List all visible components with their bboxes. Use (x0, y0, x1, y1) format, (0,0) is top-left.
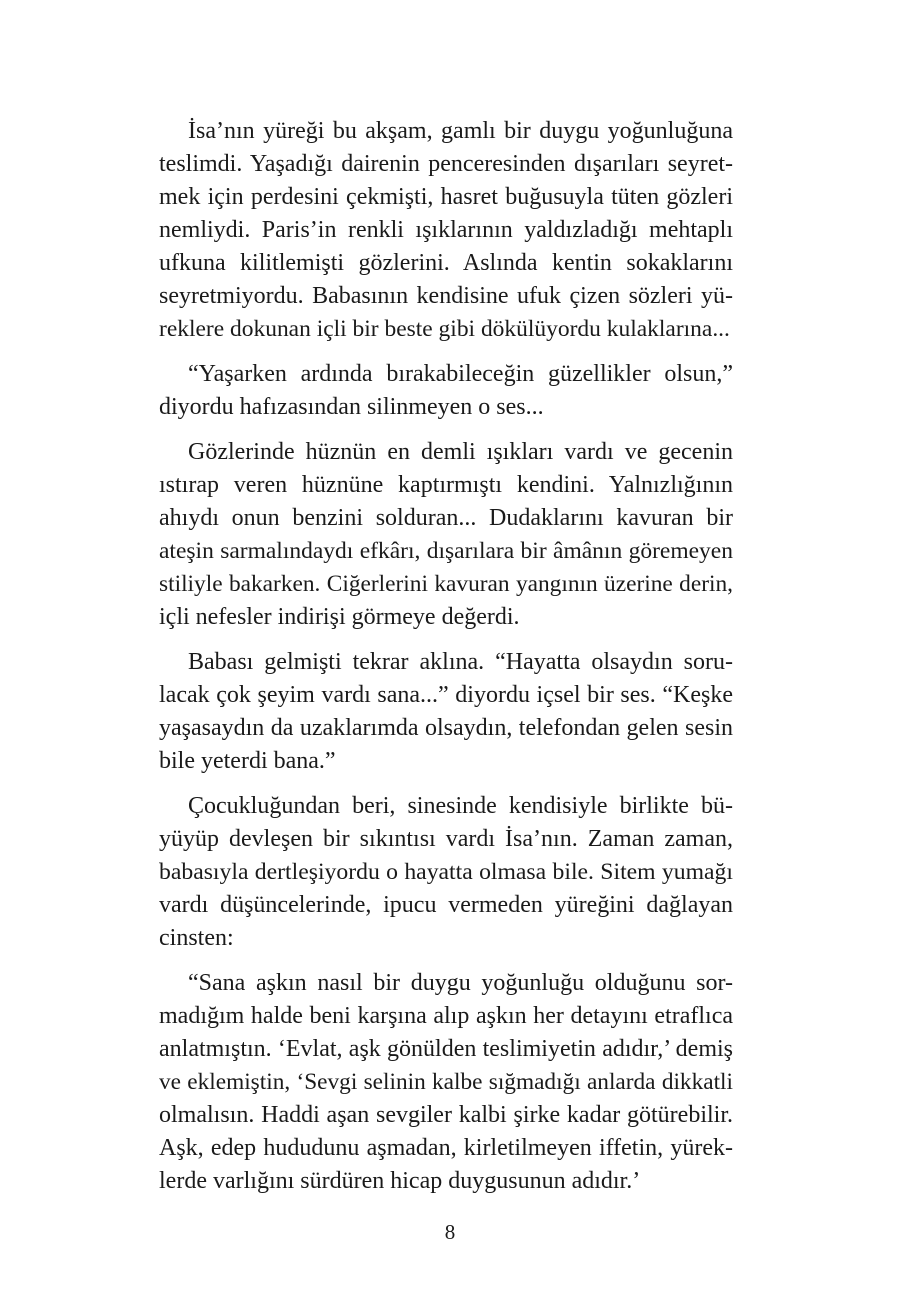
text-line: bile yeterdi bana.” (159, 748, 336, 774)
text-line: ve eklemiştin, ‘Sevgi selinin kalbe sığmadığı anlarda dikkatli (159, 1069, 733, 1095)
text-line: ahıydı onun benzini solduran... Dudaklarını kavuran bir (159, 505, 733, 531)
text-line: ufkuna kilitlemişti gözlerini. Aslında kentin sokaklarını (159, 250, 733, 276)
text-line: nemliydi. Paris’in renkli ışıklarının yaldızladığı mehtaplı (159, 217, 733, 243)
text-line: “Yaşarken ardında bırakabileceğin güzellikler olsun,” (188, 361, 733, 387)
text-line: anlatmıştın. ‘Evlat, aşk gönülden teslimiyetin adıdır,’ demiş (159, 1036, 733, 1062)
text-line: teslimdi. Yaşadığı dairenin penceresinden dışarıları seyret- (159, 151, 733, 177)
text-line: lerde varlığını sürdüren hicap duygusunun adıdır.’ (159, 1168, 641, 1194)
text-line: ateşin sarmalındaydı efkârı, dışarılara bir âmânın göremeyen (159, 538, 733, 564)
text-line: ıstırap veren hüznüne kaptırmıştı kendini. Yalnızlığının (159, 472, 733, 498)
text-line: “Sana aşkın nasıl bir duygu yoğunluğu olduğunu sor- (188, 970, 733, 996)
text-line: Çocukluğundan beri, sinesinde kendisiyle birlikte bü- (188, 793, 733, 819)
body-text (159, 115, 733, 1198)
paragraph-3 (159, 436, 733, 634)
paragraph-5 (159, 790, 733, 955)
text-line: Gözlerinde hüznün en demli ışıkları vardı ve gecenin (188, 439, 733, 465)
text-line: babasıyla dertleşiyordu o hayatta olmasa bile. Sitem yumağı (159, 859, 733, 885)
text-line: diyordu hafızasından silinmeyen o ses... (159, 394, 544, 420)
text-line: madığım halde beni karşına alıp aşkın her detayını etraflıca (159, 1003, 733, 1029)
text-line: mek için perdesini çekmişti, hasret buğusuyla tüten gözleri (159, 184, 733, 210)
text-line: vardı düşüncelerinde, ipucu vermeden yüreğini dağlayan (159, 892, 733, 918)
text-line: seyretmiyordu. Babasının kendisine ufuk çizen sözleri yü- (159, 283, 733, 309)
text-line: İsa’nın yüreği bu akşam, gamlı bir duygu yoğunluğuna (188, 118, 733, 144)
text-line: olmalısın. Haddi aşan sevgiler kalbi şirke kadar götürebilir. (159, 1102, 733, 1128)
text-line: lacak çok şeyim vardı sana...” diyordu içsel bir ses. “Keşke (159, 682, 733, 708)
text-line: yüyüp devleşen bir sıkıntısı vardı İsa’nın. Zaman zaman, (159, 826, 733, 852)
text-line: yaşasaydın da uzaklarımda olsaydın, telefondan gelen sesin (159, 715, 733, 741)
paragraph-1 (159, 115, 733, 346)
page-number: 8 (444, 1220, 456, 1244)
text-line: Aşk, edep hududunu aşmadan, kirletilmeyen iffetin, yürek- (159, 1135, 733, 1161)
text-line: reklere dokunan içli bir beste gibi dökülüyordu kulaklarına... (159, 316, 730, 342)
text-line: içli nefesler indirişi görmeye değerdi. (159, 604, 520, 630)
paragraph-2 (159, 358, 733, 424)
paragraph-4 (159, 646, 733, 778)
text-line: cinsten: (159, 925, 234, 951)
text-line: stiliyle bakarken. Ciğerlerini kavuran yangının üzerine derin, (159, 571, 733, 597)
text-line: Babası gelmişti tekrar aklına. “Hayatta olsaydın soru- (188, 649, 733, 675)
paragraph-6 (159, 967, 733, 1198)
